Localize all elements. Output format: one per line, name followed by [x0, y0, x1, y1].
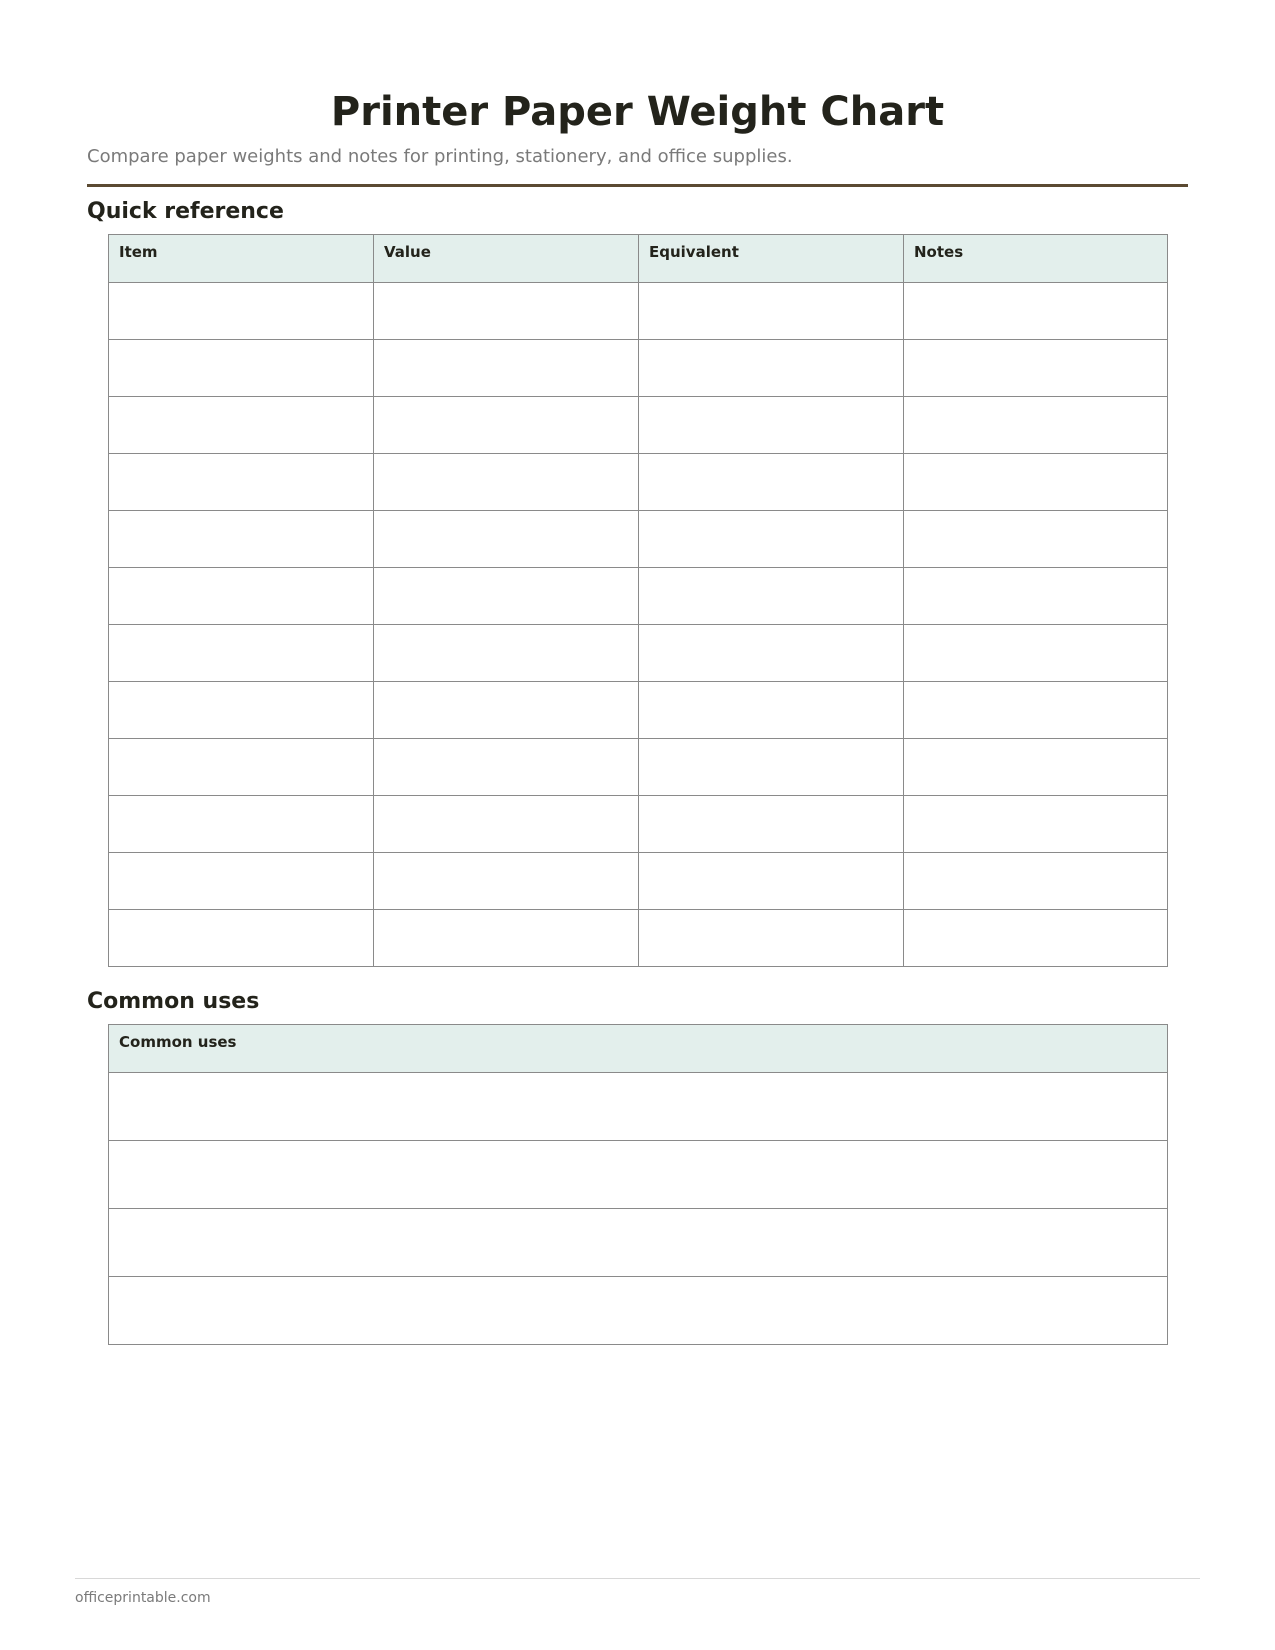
quick-reference-cell[interactable] [904, 454, 1168, 511]
quick-reference-cell[interactable] [374, 853, 639, 910]
quick-reference-table [108, 234, 1168, 967]
page-subtitle: Compare paper weights and notes for printing, stationery, and office supplies. [87, 146, 793, 167]
quick-reference-row [109, 739, 1168, 796]
quick-reference-cell[interactable] [374, 397, 639, 454]
quick-reference-row [109, 454, 1168, 511]
common-uses-cell[interactable] [109, 1073, 1168, 1141]
title-divider [87, 184, 1188, 187]
quick-reference-row [109, 568, 1168, 625]
quick-reference-cell[interactable] [904, 625, 1168, 682]
quick-reference-cell[interactable] [904, 853, 1168, 910]
quick-reference-cell[interactable] [904, 682, 1168, 739]
quick-reference-row [109, 910, 1168, 967]
quick-reference-cell[interactable] [109, 568, 374, 625]
quick-reference-cell[interactable] [374, 454, 639, 511]
quick-reference-heading: Quick reference [87, 199, 284, 224]
quick-reference-cell[interactable] [374, 682, 639, 739]
quick-reference-cell[interactable] [904, 910, 1168, 967]
quick-reference-cell[interactable] [109, 853, 374, 910]
footer-divider [75, 1578, 1200, 1579]
common-uses-table [108, 1024, 1168, 1345]
quick-reference-cell[interactable] [374, 910, 639, 967]
quick-reference-cell[interactable] [374, 739, 639, 796]
quick-reference-cell[interactable] [904, 283, 1168, 340]
quick-reference-cell[interactable] [109, 454, 374, 511]
quick-reference-cell[interactable] [109, 910, 374, 967]
quick-reference-cell[interactable] [109, 397, 374, 454]
common-uses-heading: Common uses [87, 989, 260, 1014]
quick-reference-cell[interactable] [639, 796, 904, 853]
quick-reference-cell[interactable] [374, 283, 639, 340]
quick-reference-cell[interactable] [639, 283, 904, 340]
quick-reference-cell[interactable] [109, 283, 374, 340]
common-uses-cell[interactable] [109, 1209, 1168, 1277]
common-uses-row [109, 1073, 1168, 1141]
quick-reference-cell[interactable] [639, 340, 904, 397]
quick-reference-cell[interactable] [639, 853, 904, 910]
quick-reference-row [109, 397, 1168, 454]
quick-reference-header-row [109, 235, 1168, 283]
quick-reference-cell[interactable] [639, 625, 904, 682]
quick-reference-cell[interactable] [109, 625, 374, 682]
quick-reference-cell[interactable] [639, 739, 904, 796]
quick-reference-row [109, 340, 1168, 397]
column-header-item: Item [109, 235, 374, 283]
quick-reference-row [109, 853, 1168, 910]
quick-reference-cell[interactable] [374, 340, 639, 397]
quick-reference-cell[interactable] [904, 568, 1168, 625]
quick-reference-cell[interactable] [639, 397, 904, 454]
quick-reference-cell[interactable] [109, 682, 374, 739]
column-header-common-uses: Common uses [109, 1025, 1168, 1073]
quick-reference-cell[interactable] [109, 340, 374, 397]
quick-reference-cell[interactable] [639, 454, 904, 511]
column-header-equivalent: Equivalent [639, 235, 904, 283]
quick-reference-row [109, 511, 1168, 568]
quick-reference-cell[interactable] [904, 796, 1168, 853]
common-uses-header-row [109, 1025, 1168, 1073]
common-uses-cell[interactable] [109, 1277, 1168, 1345]
footer-site: officeprintable.com [75, 1590, 211, 1606]
quick-reference-row [109, 796, 1168, 853]
quick-reference-cell[interactable] [639, 511, 904, 568]
common-uses-cell[interactable] [109, 1141, 1168, 1209]
quick-reference-row [109, 682, 1168, 739]
column-header-notes: Notes [904, 235, 1168, 283]
column-header-value: Value [374, 235, 639, 283]
common-uses-row [109, 1141, 1168, 1209]
quick-reference-cell[interactable] [109, 739, 374, 796]
page-title: Printer Paper Weight Chart [330, 89, 945, 135]
quick-reference-cell[interactable] [109, 511, 374, 568]
common-uses-row [109, 1209, 1168, 1277]
quick-reference-cell[interactable] [904, 340, 1168, 397]
quick-reference-cell[interactable] [374, 568, 639, 625]
quick-reference-cell[interactable] [904, 511, 1168, 568]
quick-reference-cell[interactable] [904, 397, 1168, 454]
quick-reference-cell[interactable] [639, 910, 904, 967]
quick-reference-cell[interactable] [639, 568, 904, 625]
quick-reference-row [109, 283, 1168, 340]
quick-reference-cell[interactable] [374, 796, 639, 853]
quick-reference-row [109, 625, 1168, 682]
quick-reference-cell[interactable] [109, 796, 374, 853]
common-uses-row [109, 1277, 1168, 1345]
quick-reference-cell[interactable] [904, 739, 1168, 796]
quick-reference-cell[interactable] [639, 682, 904, 739]
quick-reference-cell[interactable] [374, 625, 639, 682]
quick-reference-cell[interactable] [374, 511, 639, 568]
